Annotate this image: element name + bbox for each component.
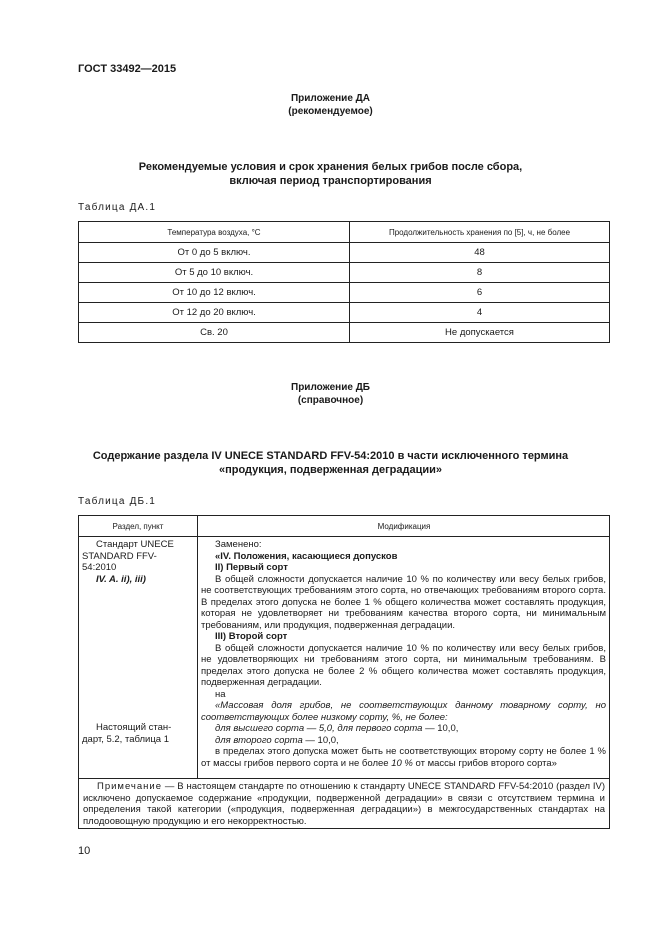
- grade2-text: В общей сложности допускается наличие 10 % по количеству или весу белых грибов, не удовлетворяющих ни требованиям этого сорта, ни минимальным требованиям. В пределах этого допуска не более 2 % общего количества может составлять продукция, подверженная деградации.: [201, 642, 606, 688]
- grade-limit-higher: [201, 723, 606, 735]
- table-row: [79, 283, 610, 303]
- table-row: [79, 243, 610, 263]
- page-number: 10: [78, 845, 91, 857]
- document-code: ГОСТ 33492—2015: [78, 63, 177, 75]
- tolerance-italic: 10 %: [391, 757, 413, 769]
- note-text: — В настоящем стандарте по отношению к стандарту UNECE STANDARD FFV-54:2010 (раздел IV) исключено допускаемое содержание «продукции, подверженной деградации» в связи с отсутствием термина и определения такой категории («продукция, подверженная деградации») в межгосударственных стандартах на плодоовощную продукцию и его некорректностью.: [83, 781, 606, 827]
- table-cell: 8: [350, 263, 610, 283]
- mass-text-italic: «Массовая доля грибов, не соответствующих данному товарному сорту, но соответствующих более низкому сорту, %, не более:: [201, 700, 606, 723]
- reference-line: STANDARD FFV-: [82, 550, 157, 562]
- tolerance-text: [201, 746, 606, 769]
- reference-line: 54:2010: [82, 562, 117, 573]
- grade-label: для второго сорта: [215, 734, 303, 746]
- note-label: Примечание: [97, 781, 162, 792]
- table-cell: 6: [350, 283, 610, 303]
- grade2-title: III) Второй сорт: [215, 631, 288, 642]
- reference-line: Стандарт UNECE: [96, 539, 174, 550]
- table-cell: Не допускается: [350, 323, 610, 343]
- table-a: [78, 221, 610, 343]
- appendix-b-title: Приложение ДБ: [291, 382, 370, 393]
- appendix-b-heading-line1: Содержание раздела IV UNECE STANDARD FFV-54:2010 в части исключенного термина: [92, 450, 569, 462]
- table-cell: От 0 до 5 включ.: [79, 243, 350, 263]
- table-a-header-cell: Температура воздуха, °С: [79, 222, 350, 243]
- grade-limit-second: [201, 735, 606, 747]
- table-cell: Св. 20: [79, 323, 350, 343]
- reference-line: Настоящий стан-: [96, 722, 172, 733]
- appendix-a-heading-line1: Рекомендуемые условия и срок хранения белых грибов после сбора,: [138, 161, 523, 173]
- table-cell: 4: [350, 303, 610, 323]
- section-title: «IV. Положения, касающиеся допусков: [215, 550, 398, 562]
- reference-line: дарт, 5.2, таблица 1: [82, 733, 170, 745]
- appendix-a-title: Приложение ДА: [290, 93, 371, 104]
- grade1-title: II) Первый сорт: [215, 562, 288, 573]
- table-b: [78, 515, 610, 829]
- appendix-b-heading-line2: «продукция, подверженная деградации»: [218, 464, 443, 476]
- table-row: [79, 323, 610, 343]
- table-b-caption: Таблица ДБ.1: [78, 496, 157, 507]
- grade-value: — 10,0,: [305, 734, 339, 746]
- appendix-a-heading-line2: включая период транспортирования: [229, 175, 432, 187]
- table-row: [79, 263, 610, 283]
- column-divider: [197, 516, 198, 778]
- table-a-header-cell: Продолжительность хранения по [5], ч, не более: [350, 222, 610, 243]
- grade-label: для высшего сорта: [215, 723, 305, 734]
- tolerance-text-b: от массы грибов второго сорта»: [415, 757, 557, 769]
- mass-text: [201, 700, 606, 723]
- tolerance-text-a: в пределах этого допуска может быть не соответствующих второму сорту не более 1 % от массы грибов первого сорта и не более: [201, 746, 606, 769]
- on-label: на: [215, 688, 226, 700]
- appendix-b-status: (справочное): [297, 395, 364, 406]
- reference-clause: [82, 574, 194, 586]
- modification-text: [201, 539, 606, 769]
- replaced-label: Заменено:: [215, 539, 262, 550]
- reference-unece: [82, 539, 194, 585]
- grade-value: — 5,0,: [306, 723, 335, 734]
- reference-line: IV. A. ii), iii): [96, 573, 146, 585]
- note-divider: [79, 778, 609, 779]
- table-a-header-row: [79, 222, 610, 243]
- table-note: [83, 781, 605, 827]
- table-cell: От 10 до 12 включ.: [79, 283, 350, 303]
- table-cell: 48: [350, 243, 610, 263]
- appendix-a-status: (рекомендуемое): [288, 106, 373, 117]
- table-cell: От 5 до 10 включ.: [79, 263, 350, 283]
- table-a-caption: Таблица ДА.1: [78, 202, 157, 213]
- grade-label: для первого сорта: [337, 723, 423, 734]
- table-b-header-section: Раздел, пункт: [112, 522, 164, 531]
- note-paragraph: [83, 781, 605, 827]
- header-divider: [79, 536, 609, 537]
- grade-value: — 10,0,: [425, 723, 459, 734]
- reference-national: [82, 722, 194, 745]
- grade1-text: В общей сложности допускается наличие 10 % по количеству или весу белых грибов, не соответствующих требованиям этого сорта, но отвечающих требованиям второго сорта. В пределах этого допуска не более 1 % общего количества может составлять продукция, которая не удовлетворяет ни требованиям качества второго сорта, ни минимальным требованиям, или продукция, подверженная деградации.: [201, 573, 606, 631]
- table-cell: От 12 до 20 включ.: [79, 303, 350, 323]
- table-row: [79, 303, 610, 323]
- table-b-header-modification: Модификация: [377, 522, 431, 531]
